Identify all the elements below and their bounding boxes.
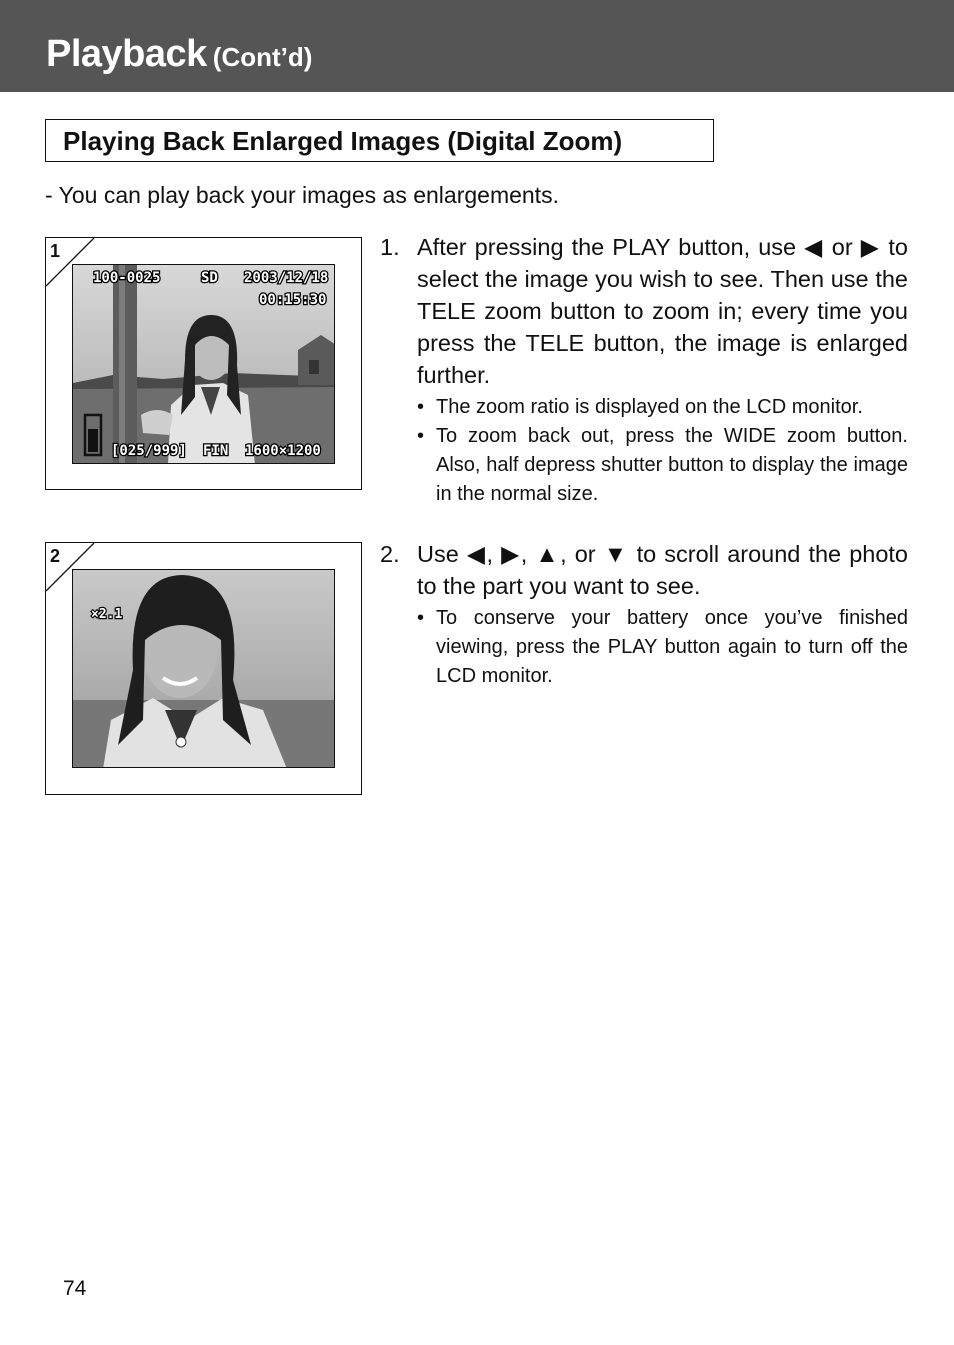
osd-media: SD: [201, 270, 218, 286]
step-number: 2.: [380, 541, 400, 567]
osd-time: 00:15:30: [259, 292, 327, 308]
osd-file: 100-0025: [93, 270, 161, 286]
step-1: [380, 231, 908, 509]
photo-woman-with-tree: [73, 265, 335, 464]
page-title-main: Playback: [46, 33, 207, 75]
bullet-item: • To zoom back out, press the WIDE zoom button. Also, half depress shutter button to display the image in the normal size.: [417, 422, 908, 509]
figure-number: 1: [50, 241, 61, 261]
figure-1: [45, 237, 362, 490]
osd-frame: [025/999]: [111, 443, 187, 459]
step-text: Use ◀, ▶, ▲, or ▼ to scroll around the photo to the part you want to see.: [417, 541, 908, 599]
osd-resolution: 1600×1200: [245, 443, 321, 459]
step-text: After pressing the PLAY button, use ◀ or ▶ to select the image you wish to see. Then use the TELE zoom button to zoom in; every time you press the TELE button, the image is enlarged further.: [417, 234, 908, 388]
section-heading-box: [45, 119, 714, 162]
page-header: [0, 0, 954, 92]
page-number: 74: [63, 1277, 87, 1300]
intro-text: - You can play back your images as enlargements.: [45, 182, 559, 208]
lcd-screen-1: [72, 264, 335, 464]
step-number: 1.: [380, 234, 400, 260]
step-bullets: [417, 393, 908, 509]
section-heading: Playing Back Enlarged Images (Digital Zoom): [63, 126, 623, 156]
bullet-item: • The zoom ratio is displayed on the LCD monitor.: [417, 393, 908, 422]
osd-zoom-ratio: ×2.1: [91, 607, 123, 622]
bullet-item: • To conserve your battery once you’ve finished viewing, press the PLAY button again to turn off the LCD monitor.: [417, 604, 908, 691]
lcd-screen-2: [72, 569, 335, 768]
step-bullets: [417, 604, 908, 691]
page-title-sub: (Cont’d): [212, 42, 313, 72]
figure-number: 2: [50, 546, 61, 566]
step-2: [380, 538, 908, 691]
osd-date: 2003/12/18: [244, 270, 329, 286]
figure-2: [45, 542, 362, 795]
page-title: [46, 33, 312, 76]
osd-quality: FIN: [203, 443, 229, 459]
photo-woman-zoomed: [73, 570, 335, 768]
